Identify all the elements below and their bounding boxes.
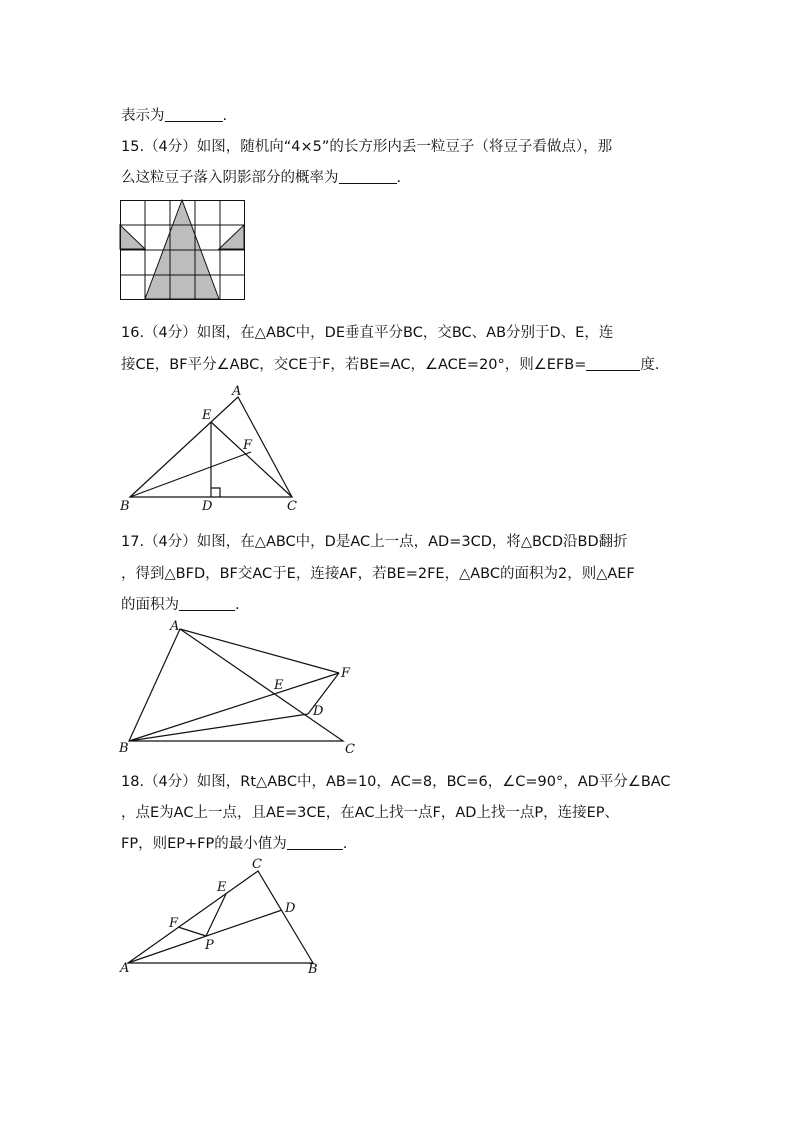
period: . xyxy=(235,597,240,613)
fig18-label-C: C xyxy=(252,857,262,872)
q18-text-3: FP，则EP+FP的最小值为 xyxy=(121,836,287,852)
fig17-label-A: A xyxy=(170,619,180,634)
q18-text: 如图，Rt△ABC中，AB=10，AC=8，BC=6，∠C=90°，AD平分∠BAC xyxy=(196,774,671,790)
fig18-label-D: D xyxy=(285,901,296,916)
fig16-label-E: E xyxy=(202,408,212,423)
fig18-label-P: P xyxy=(205,938,214,953)
fig16-label-C: C xyxy=(287,499,297,514)
q16-text-2: 接CE，BF平分∠ABC，交CE于F，若BE=AC，∠ACE=20°，则∠EFB= xyxy=(121,357,587,373)
q15-text-2: 么这粒豆子落入阴影部分的概率为 xyxy=(121,170,339,186)
fig17-label-B: B xyxy=(119,741,129,756)
q17-text-3: 的面积为 xyxy=(121,597,179,613)
period: . xyxy=(342,836,348,852)
q16-score: （4分） xyxy=(144,325,197,341)
fig18-label-F: F xyxy=(169,916,179,931)
q15-score: （4分） xyxy=(144,139,197,155)
q18-number: 18. xyxy=(121,774,145,790)
fig17-label-D: D xyxy=(313,704,324,719)
q17-score: （4分） xyxy=(144,534,197,550)
q15-number: 15. xyxy=(121,139,145,155)
q17-number: 17. xyxy=(121,534,145,550)
fig16-label-F: F xyxy=(243,438,253,453)
q15-text: 如图，随机向“4×5”的长方形内丢一粒豆子（将豆子看做点），那 xyxy=(196,139,613,155)
q16-unit: 度. xyxy=(640,357,660,373)
fig17-label-E: E xyxy=(274,678,284,693)
q16-number: 16. xyxy=(121,325,145,341)
q16-text: 如图，在△ABC中，DE垂直平分BC，交BC、AB分别于D、E，连 xyxy=(196,325,614,341)
period: . xyxy=(396,170,402,186)
fig17-label-C: C xyxy=(345,742,355,757)
period: . xyxy=(222,108,228,124)
fig16-label-D: D xyxy=(202,499,213,514)
q18-text-2: ，点E为AC上一点，且AE=3CE，在AC上找一点F，AD上找一点P，连接EP、 xyxy=(121,805,620,821)
q17-text: 如图，在△ABC中，D是AC上一点，AD=3CD，将△BCD沿BD翻折 xyxy=(196,534,628,550)
fig16-label-A: A xyxy=(232,384,242,399)
q18-score: （4分） xyxy=(144,774,197,790)
q17-text-2: ，得到△BFD，BF交AC于E，连接AF，若BE=2FE，△ABC的面积为2，则△AEF xyxy=(121,566,635,582)
fig16-label-B: B xyxy=(120,499,130,514)
fig18-label-B: B xyxy=(308,962,318,977)
fig18-label-A: A xyxy=(120,961,130,976)
intro-text: 表示为 xyxy=(121,108,165,124)
fig17-label-F: F xyxy=(341,666,351,681)
fig18-label-E: E xyxy=(217,880,227,895)
